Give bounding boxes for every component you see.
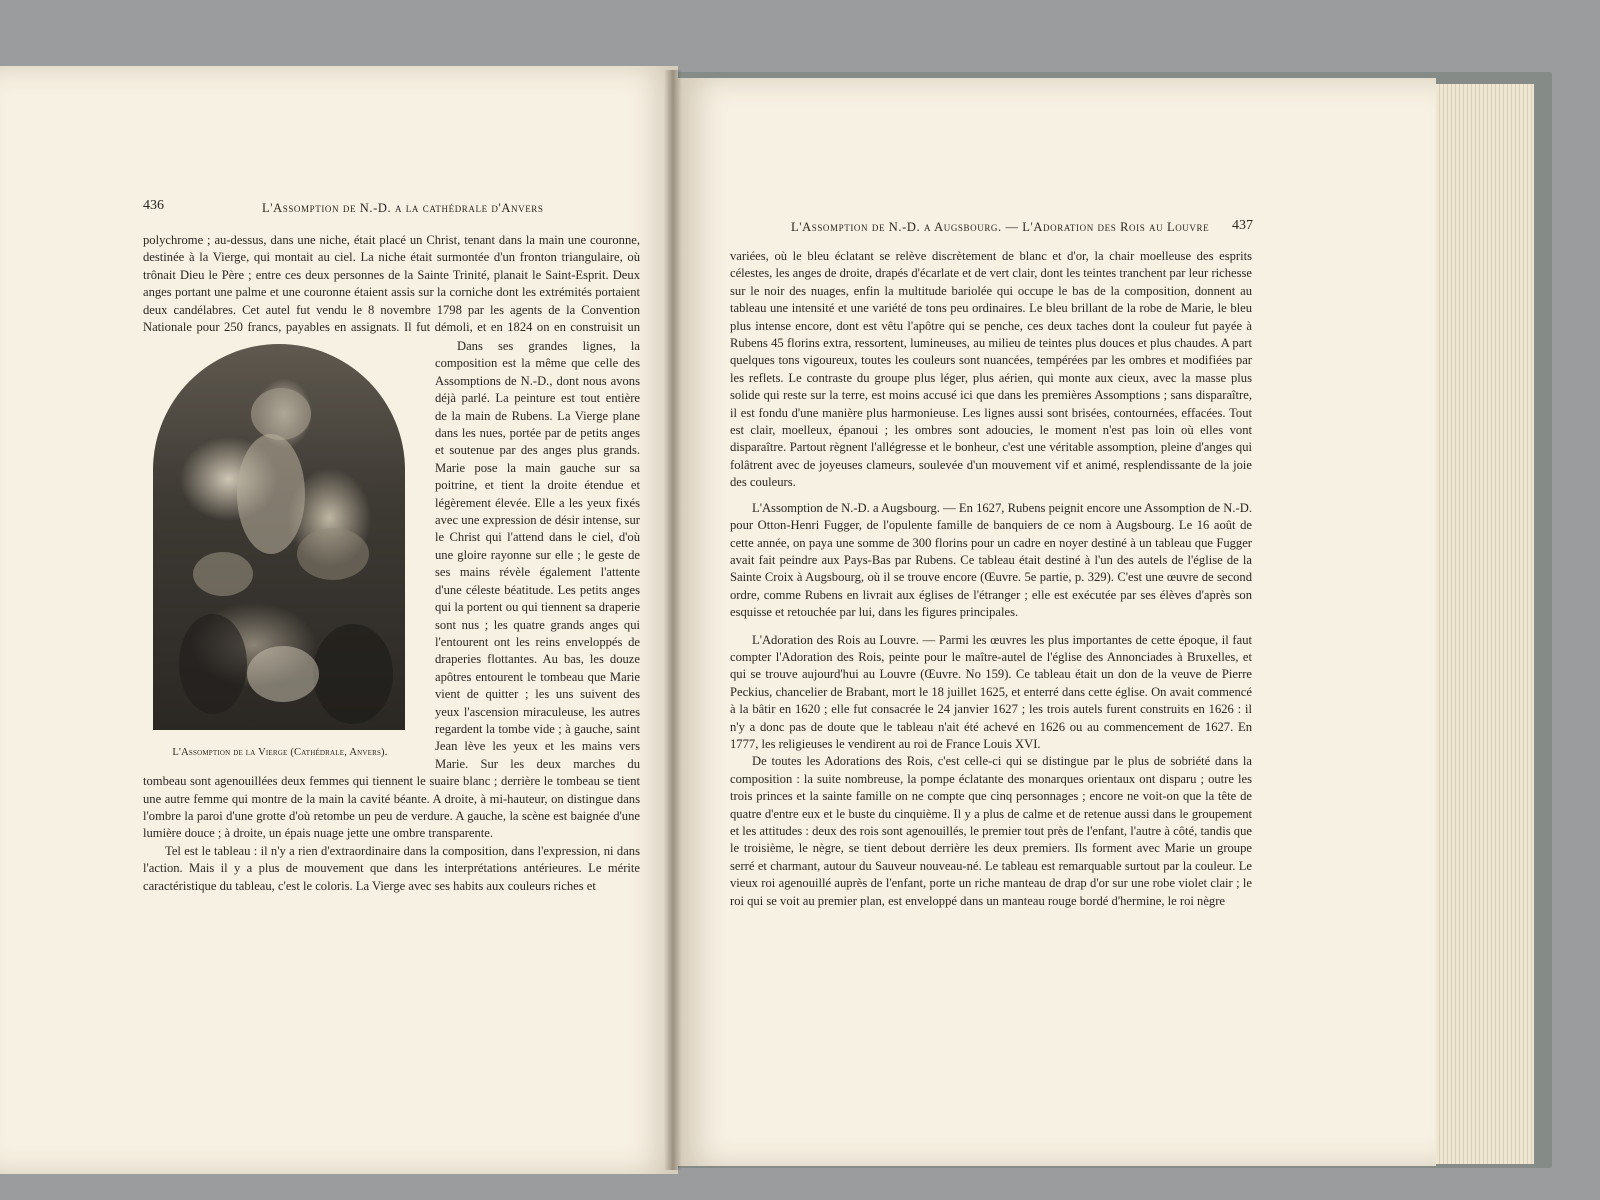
right-paragraph-4: De toutes les Adorations des Rois, c'est celle-ci qui se distingue par le plus de sobriété dans la composition : la suite nombreuse, la pompe éclatante des monarques orientaux ont disparu ; outre les trois princes et la sainte famille on ne compte que cinq personnages ; encore ne voit-on que la tête de quatre d'entre eux et le buste du cinquième. Il y a plus de calme et de retenue aussi dans le groupement et les attitudes : deux des rois sont agenouillés, le premier tout près de l'enfant, l'autre à côté, tandis que le troisième, le nègre, se tient debout derrière les deux premiers. Ils forment avec Marie un groupe serré et charmant, autour du Sauveur nouveau-né. Le tableau est remarquable surtout par la couleur. Le vieux roi agenouillé auprès de l'enfant, porte un riche manteau de drap d'or sur une robe violet clair ; le roi qui se voit au premier plan, est enveloppé dans un manteau rouge bordé d'hermine, le roi nègre	[730, 754, 1252, 908]
left-page	[0, 66, 678, 1174]
book-gutter	[664, 70, 682, 1170]
page-number-left: 436	[143, 198, 164, 213]
assumption-painting	[153, 344, 405, 730]
painting-shapes	[153, 344, 405, 730]
right-text-column	[730, 248, 1252, 1058]
figure-caption: L'Assomption de la Vierge (Cathédrale, Anvers).	[172, 747, 388, 758]
figure	[147, 344, 413, 761]
right-paragraph-1: variées, où le bleu éclatant se relève discrètement de blanc et d'or, la chair moelleuse des esprits célestes, les anges de droite, drapés d'écarlate et de vert clair, dont les teintes tranchent par leur richesse sur le noir des nuages, enfin la multitude bariolée qui occupe le bas de la composition, donnent au tableau une intensité et une variété de tons peu ordinaires. Le bleu brillant de la robe de Marie, le bleu plus intense encore, dont est vêtu l'apôtre qui se penche, ces deux taches dont la couleur fut payée à Rubens 45 florins extra, ressortent, lumineuses, au milieu de teintes plus douces et plus chaudes. A part quelques tons vigoureux, toutes les couleurs sont nuancées, tempérées par les ombres et modifiées par les reflets. Le contraste du groupe plus léger, plus aérien, qui monte aux cieux, avec la masse plus solide qui reste sur la terre, est moins accusé ici que dans les premières Assomptions ; sans disparaître, il est fondu d'une manière plus harmonieuse. Les lignes aussi sont brisées, contournées, effacées. Tout est clair, moelleux, épanoui ; les ombres sont adoucies, le moment n'est pas loin où elles vont disparaître. Partout règnent l'allégresse et le bonheur, c'est une véritable assomption, pleine d'anges qui folâtrent avec de joyeuses clameurs, soulevée d'un mouvement vif et animé, resplendissante de la joie des couleurs.	[730, 249, 1252, 490]
page-edges	[1420, 84, 1534, 1164]
left-paragraph-2: Dans ses grandes lignes, la composition est la même que celle des Assomptions de N.-D., dont nous avons déjà parlé. La peinture est tout entière de la main de Rubens. La Vierge plane dans les nues, portée par de petits anges et soutenue par des anges plus grands. Marie pose la main gauche sur sa poitrine, et tient la droite étendue et légèrement élevée. Elle a les yeux fixés avec une expression de désir intense, sur le Christ qui l'attend dans le ciel, d'où une gloire rayonne sur elle ; le geste de ses mains révèle également l'attente d'une céleste béatitude. Les petits anges qui la portent ou qui tiennent sa draperie sont nus ; les quatre grands anges qui l'entourent ont les reins enveloppés de draperies flottantes. Au bas, les douze apôtres entourent le tombeau que Marie vient de quitter ; les uns suivent des yeux l'ascension miraculeuse, les autres regardent la tombe vide ; à gauche, saint Jean lève les yeux et les mains vers Marie. Sur les deux marches du tombeau sont agenouillées deux femmes qui tiennent le suaire blanc ; derrière le tombeau se tient une autre femme qui montre de la main la cavité béante. A droite, à mi-hauteur, on distingue dans l'ombre la paroi d'une grotte d'où retombe un peu de verdure. A gauche, la scène est baignée d'une lumière douce ; à droite, un épais nuage jette une ombre transparente.	[143, 339, 640, 841]
right-paragraph-2: L'Assomption de N.-D. a Augsbourg. — En 1627, Rubens peignit encore une Assomption de N.-D. pour Otton-Henri Fugger, de l'opulente famille de banquiers de ce nom à Augsbourg. Le 16 août de cette année, on paya une somme de 300 florins pour un cadre en noyer destiné à un tableau que Fugger avait fait peindre aux Pays-Bas par Rubens. Ce tableau était destiné à l'un des autels de l'église de la Sainte Croix à Augsbourg, où il se trouve encore (Œuvre. 5e partie, p. 329). C'est une œuvre de second ordre, comme Rubens en livrait aux églises de l'étranger ; elle est exécutée par ses élèves d'après son esquisse et retouchée par lui, dans les figures principales.	[730, 500, 1252, 620]
left-paragraph-3: Tel est le tableau : il n'y a rien d'extraordinaire dans la composition, dans l'expression, ni dans l'action. Mais il y a plus de mouvement que dans les interprétations antérieures. Le mérite caractéristique du tableau, c'est le coloris. La Vierge avec ses habits aux couleurs riches et	[143, 843, 640, 893]
left-paragraph-1: polychrome ; au-dessus, dans une niche, était placé un Christ, tenant dans la main une couronne, destinée à la Vierge, qui montait au ciel. La niche était surmontée d'un fronton triangulaire, où trônait Dieu le Père ; entre ces deux personnes de la Sainte Trinité, planait le Saint-Esprit. Deux anges portant une palme et une couronne étaient assis sur la corniche dont les extrémités portaient deux candélabres. Cet autel fut vendu le 8 novembre 1798 par les agents de la Convention Nationale pour 250 francs, payables en assignats. Il fut démoli, et en 1824 on en construisit un	[143, 233, 640, 335]
page-number-right: 437	[1232, 218, 1253, 233]
running-head-left: L'Assomption de N.-D. a la cathédrale d'Anvers	[262, 201, 544, 215]
left-text-column	[143, 232, 640, 1072]
right-page	[676, 78, 1436, 1166]
running-head-right: L'Assomption de N.-D. a Augsbourg. — L'Adoration des Rois au Louvre	[791, 220, 1210, 234]
right-paragraph-3: L'Adoration des Rois au Louvre. — Parmi les œuvres les plus importantes de cette époque, il faut compter l'Adoration des Rois, peinte pour le maître-autel de l'église des Annonciades à Bruxelles, et qui se trouve aujourd'hui au Louvre (Œuvre. No 159). Ce tableau était un don de la veuve de Pierre Peckius, chancelier de Brabant, mort le 18 juillet 1625, et enterré dans cette église. On avait commencé à la bâtir en 1620 ; elle fut consacrée le 24 janvier 1627 ; les trois autels furent construits en 1626 : il n'y a donc pas de doute que le tableau n'ait été achevé en 1626 ou au commencement de 1627. En 1777, les religieuses le vendirent au roi de France Louis XVI.	[730, 632, 1252, 751]
